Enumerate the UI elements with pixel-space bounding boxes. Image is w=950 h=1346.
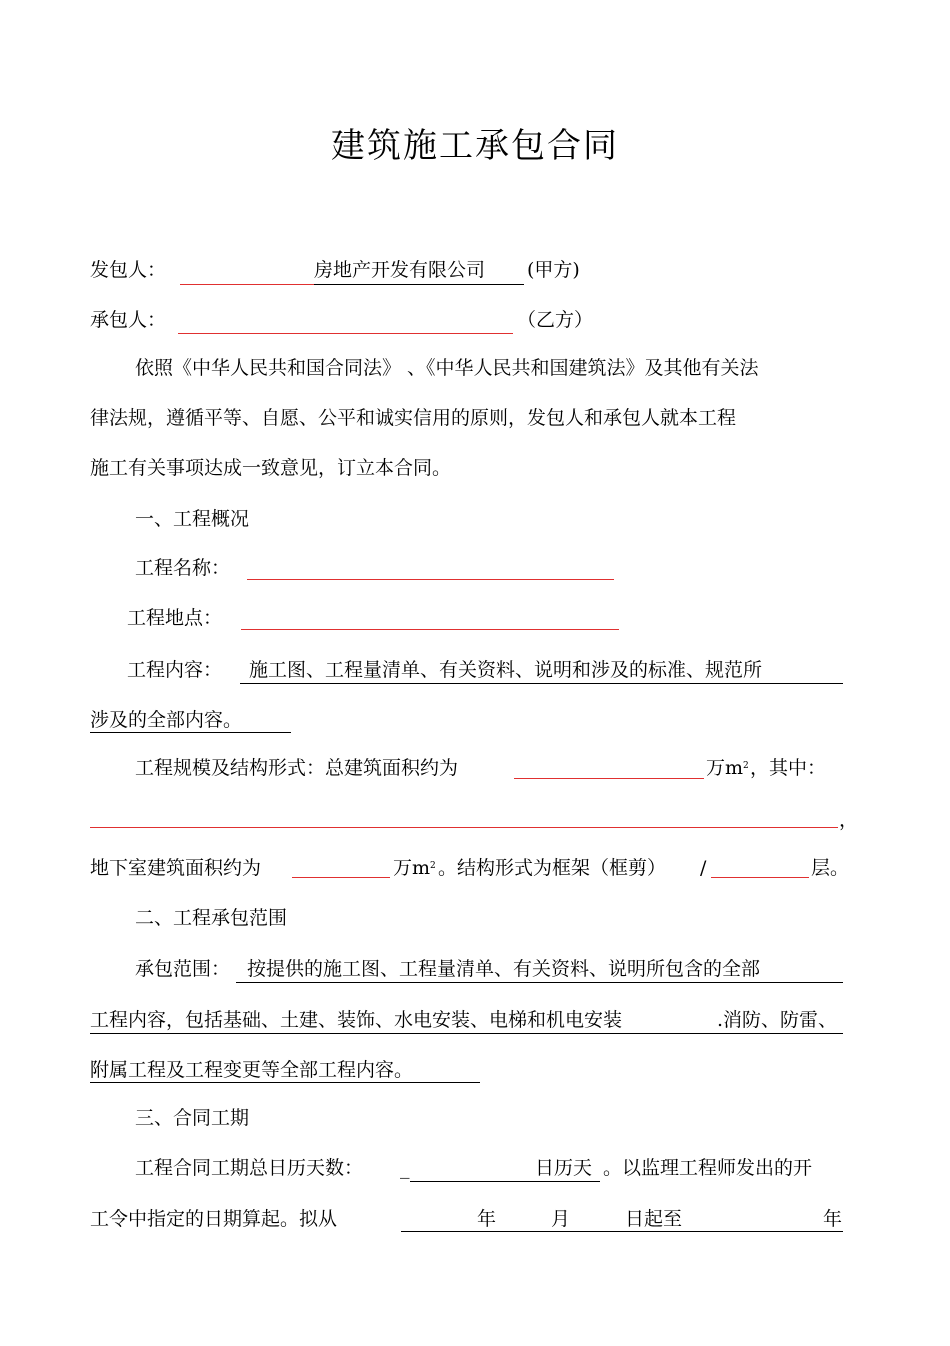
- structure-slash: /: [700, 857, 707, 879]
- party-a-blank[interactable]: [180, 284, 315, 285]
- preamble-line-3: 施工有关事项达成一致意见，订立本合同。: [90, 457, 452, 479]
- date-range-underline[interactable]: [401, 1231, 843, 1232]
- preamble-line-2: 律法规，遵循平等、自愿、公平和诚实信用的原则，发包人和承包人就本工程: [90, 407, 737, 429]
- party-a-label: 发包人：: [90, 259, 167, 281]
- scope-line-2a: 工程内容，包括基础、土建、装饰、水电安装、电梯和机电安装: [90, 1009, 623, 1031]
- party-b-role: （乙方）: [517, 309, 594, 331]
- duration-label: 工程合同工期总日历天数：: [135, 1157, 364, 1179]
- project-location-blank[interactable]: [241, 629, 619, 630]
- section-3-heading: 三、合同工期: [135, 1107, 250, 1129]
- floors-blank[interactable]: [711, 877, 809, 878]
- basement-area-blank[interactable]: [292, 877, 390, 878]
- scope-line-1: 按提供的施工图、工程量清单、有关资料、说明所包含的全部: [247, 958, 761, 980]
- duration-blank[interactable]: [410, 1181, 600, 1182]
- scope-line-3: 附属工程及工程变更等全部工程内容。: [90, 1059, 414, 1081]
- start-day-to: 日起至: [625, 1208, 683, 1230]
- start-month: 月: [551, 1208, 571, 1230]
- among-text: ，其中：: [750, 757, 827, 779]
- duration-underscore: _: [400, 1157, 410, 1179]
- basement-area-unit: 万$m^2$: [393, 857, 436, 879]
- section-1-heading: 一、工程概况: [135, 508, 250, 530]
- project-content-line-1: 施工图、工程量清单、有关资料、说明和涉及的标准、规范所: [249, 659, 763, 681]
- structure-text: 。结构形式为框架（框剪）: [438, 857, 667, 879]
- party-a-company-underline: [314, 284, 524, 285]
- scope-underline-2: [90, 1033, 843, 1034]
- scope-underline-3: [90, 1082, 480, 1083]
- duration-rest: 。以监理工程师发出的开: [603, 1157, 813, 1179]
- party-b-label: 承包人：: [90, 309, 167, 331]
- party-b-blank[interactable]: [178, 333, 513, 334]
- project-name-blank[interactable]: [247, 579, 614, 580]
- start-date-label: 工令中指定的日期算起。拟从: [90, 1208, 338, 1230]
- floors-text: 层。: [811, 857, 850, 879]
- section-2-heading: 二、工程承包范围: [135, 907, 288, 929]
- project-content-line-2: 涉及的全部内容。: [90, 709, 243, 731]
- start-year: 年: [477, 1208, 497, 1230]
- breakdown-comma: ，: [839, 809, 859, 831]
- total-area-blank[interactable]: [514, 778, 704, 779]
- project-location-label: 工程地点：: [127, 607, 223, 629]
- scope-line-2b: .消防、防雷、: [717, 1009, 838, 1031]
- end-year: 年: [823, 1208, 843, 1230]
- project-content-underline-2: [90, 732, 291, 733]
- scope-label: 承包范围：: [135, 958, 231, 980]
- basement-area-label: 地下室建筑面积约为: [90, 857, 262, 879]
- total-area-unit: 万$m^2$: [706, 757, 749, 779]
- project-content-label: 工程内容：: [127, 659, 223, 681]
- preamble-line-1: 依照《中华人民共和国合同法》 、《中华人民共和国建筑法》及其他有关法: [135, 357, 759, 379]
- party-a-role: (甲方): [527, 259, 580, 281]
- project-content-underline-1: [240, 683, 843, 684]
- duration-unit: 日历天: [535, 1157, 593, 1179]
- document-title: 建筑施工承包合同: [331, 126, 619, 166]
- project-name-label: 工程名称：: [135, 557, 231, 579]
- scope-underline-1: [236, 982, 843, 983]
- party-a-company: 房地产开发有限公司: [314, 259, 486, 281]
- project-scale-label: 工程规模及结构形式：总建筑面积约为: [135, 757, 459, 779]
- breakdown-blank[interactable]: [90, 827, 838, 828]
